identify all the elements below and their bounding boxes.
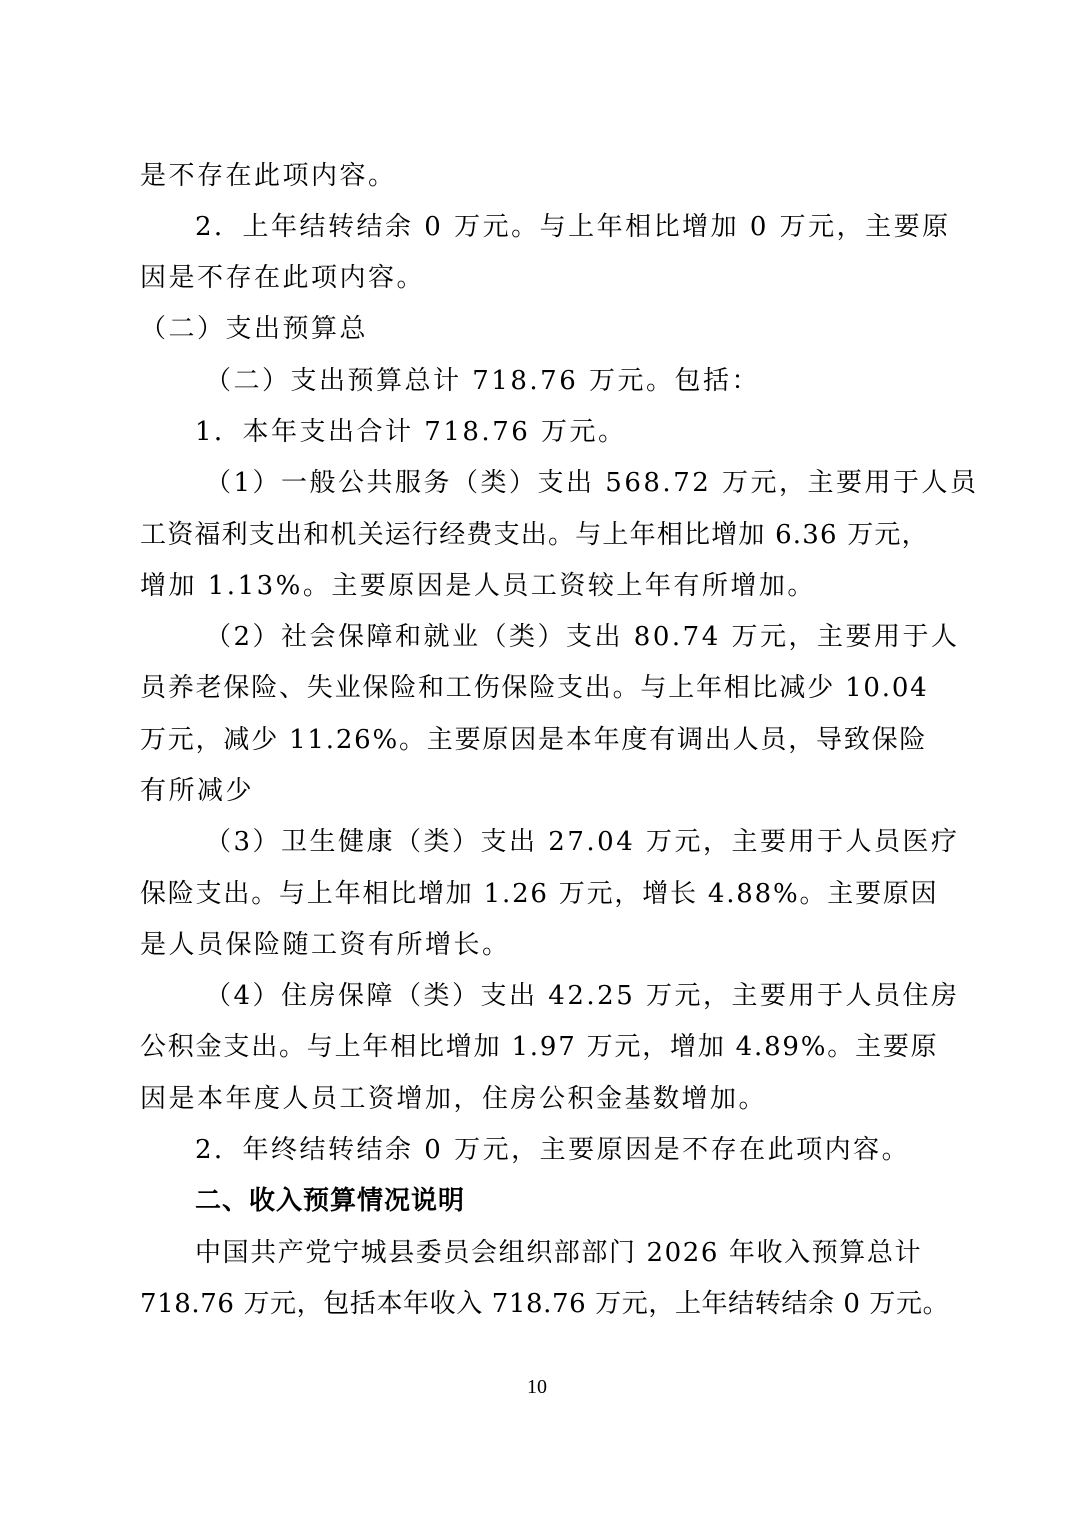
text-line: （二）支出预算总计 718.76 万元。包括： <box>205 366 761 396</box>
text-line: 是不存在此项内容。 <box>140 161 397 191</box>
section-subheading: （二）支出预算总 <box>140 314 369 344</box>
text-line: 工资福利支出和机关运行经费支出。与上年相比增加 6.36 万元， <box>140 520 929 550</box>
text-line: 718.76 万元，包括本年收入 718.76 万元，上年结转结余 0 万元。 <box>140 1289 950 1319</box>
section-heading: 二、收入预算情况说明 <box>195 1186 466 1216</box>
text-line: 万元，减少 11.26%。主要原因是本年度有调出人员，导致保险 <box>140 725 928 755</box>
text-line: 有所减少 <box>140 776 255 806</box>
text-line: 保险支出。与上年相比增加 1.26 万元，增长 4.88%。主要原因 <box>140 879 939 909</box>
text-line: 中国共产党宁城县委员会组织部部门 2026 年收入预算总计 <box>195 1238 923 1268</box>
text-line: 员养老保险、失业保险和工伤保险支出。与上年相比减少 10.04 <box>140 673 929 703</box>
text-line: （2）社会保障和就业（类）支出 80.74 万元，主要用于人 <box>205 622 960 652</box>
text-line: 1．本年支出合计 718.76 万元。 <box>195 417 627 447</box>
text-line: 2．上年结转结余 0 万元。与上年相比增加 0 万元，主要原 <box>195 212 951 242</box>
text-line: 2．年终结转结余 0 万元，主要原因是不存在此项内容。 <box>195 1135 911 1165</box>
text-line: 因是本年度人员工资增加，住房公积金基数增加。 <box>140 1084 768 1114</box>
text-line: （1）一般公共服务（类）支出 568.72 万元，主要用于人员 <box>205 468 979 498</box>
page-number: 10 <box>527 1376 547 1398</box>
text-line: 增加 1.13%。主要原因是人员工资较上年有所增加。 <box>140 571 816 601</box>
text-line: （4）住房保障（类）支出 42.25 万元，主要用于人员住房 <box>205 981 960 1011</box>
text-line: 公积金支出。与上年相比增加 1.97 万元，增加 4.89%。主要原 <box>140 1032 939 1062</box>
text-line: （3）卫生健康（类）支出 27.04 万元，主要用于人员医疗 <box>205 827 960 857</box>
text-line: 是人员保险随工资有所增长。 <box>140 930 511 960</box>
text-line: 因是不存在此项内容。 <box>140 263 426 293</box>
